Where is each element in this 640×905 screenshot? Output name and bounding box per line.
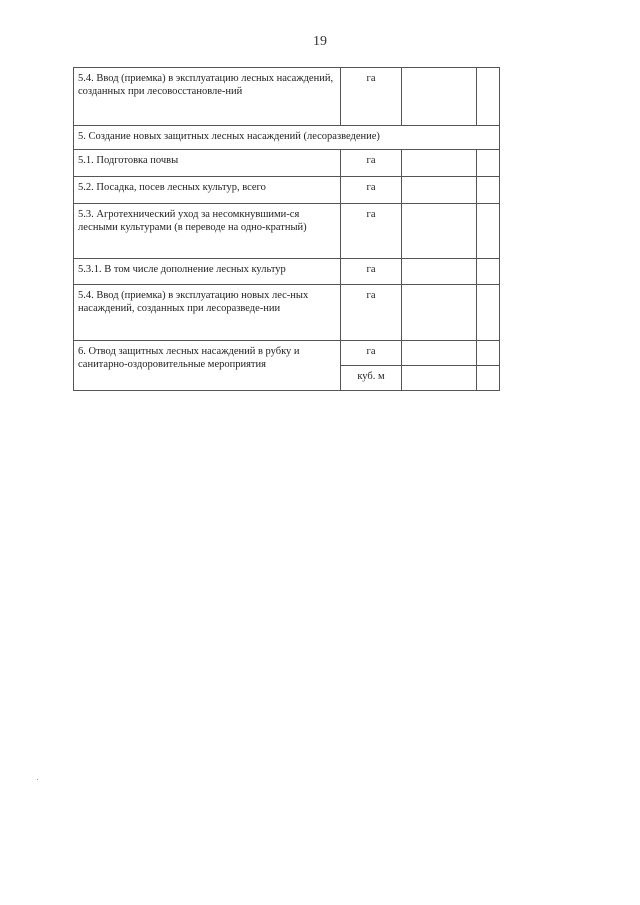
- empty-cell: [477, 341, 500, 366]
- empty-cell: [402, 285, 477, 341]
- empty-cell: [402, 177, 477, 204]
- empty-cell: [402, 366, 477, 391]
- table-row: [74, 177, 500, 204]
- row-label: 5.4. Ввод (приемка) в эксплуатацию новых лес-ных насаждений, созданных при лесоразведе-нии: [74, 285, 341, 341]
- table-row: [74, 204, 500, 259]
- unit-cell: га: [341, 177, 402, 204]
- empty-cell: [402, 259, 477, 285]
- unit-cell: га: [341, 341, 402, 366]
- unit-cell: куб. м: [341, 366, 402, 391]
- table-row: [74, 259, 500, 285]
- scan-speck: [37, 779, 38, 780]
- row-label: 5.1. Подготовка почвы: [74, 150, 341, 177]
- table-row: [74, 285, 500, 341]
- row-label: 5.4. Ввод (приемка) в эксплуатацию лесных насаждений, созданных при лесовосстановле-ний: [74, 68, 341, 126]
- unit-cell: га: [341, 150, 402, 177]
- unit-cell: га: [341, 204, 402, 259]
- table-row: [74, 341, 500, 366]
- section-title: 5. Создание новых защитных лесных насаждений (лесоразведение): [74, 126, 500, 150]
- empty-cell: [477, 366, 500, 391]
- empty-cell: [477, 150, 500, 177]
- empty-cell: [477, 177, 500, 204]
- empty-cell: [477, 285, 500, 341]
- empty-cell: [402, 68, 477, 126]
- row-label: 6. Отвод защитных лесных насаждений в рубку и санитарно-оздоровительные мероприятия: [74, 341, 341, 391]
- unit-cell: га: [341, 285, 402, 341]
- unit-cell: га: [341, 259, 402, 285]
- page-number: 19: [313, 34, 327, 49]
- row-label: 5.3. Агротехнический уход за несомкнувшими-ся лесными культурами (в переводе на одно-кратный): [74, 204, 341, 259]
- unit-cell: га: [341, 68, 402, 126]
- empty-cell: [477, 68, 500, 126]
- row-label: 5.3.1. В том числе дополнение лесных культур: [74, 259, 341, 285]
- empty-cell: [402, 150, 477, 177]
- section-header-row: [74, 126, 500, 150]
- empty-cell: [477, 204, 500, 259]
- empty-cell: [477, 259, 500, 285]
- empty-cell: [402, 341, 477, 366]
- empty-cell: [402, 204, 477, 259]
- row-label: 5.2. Посадка, посев лесных культур, всего: [74, 177, 341, 204]
- table-row: [74, 150, 500, 177]
- table-row: [74, 68, 500, 126]
- data-table: [73, 67, 500, 391]
